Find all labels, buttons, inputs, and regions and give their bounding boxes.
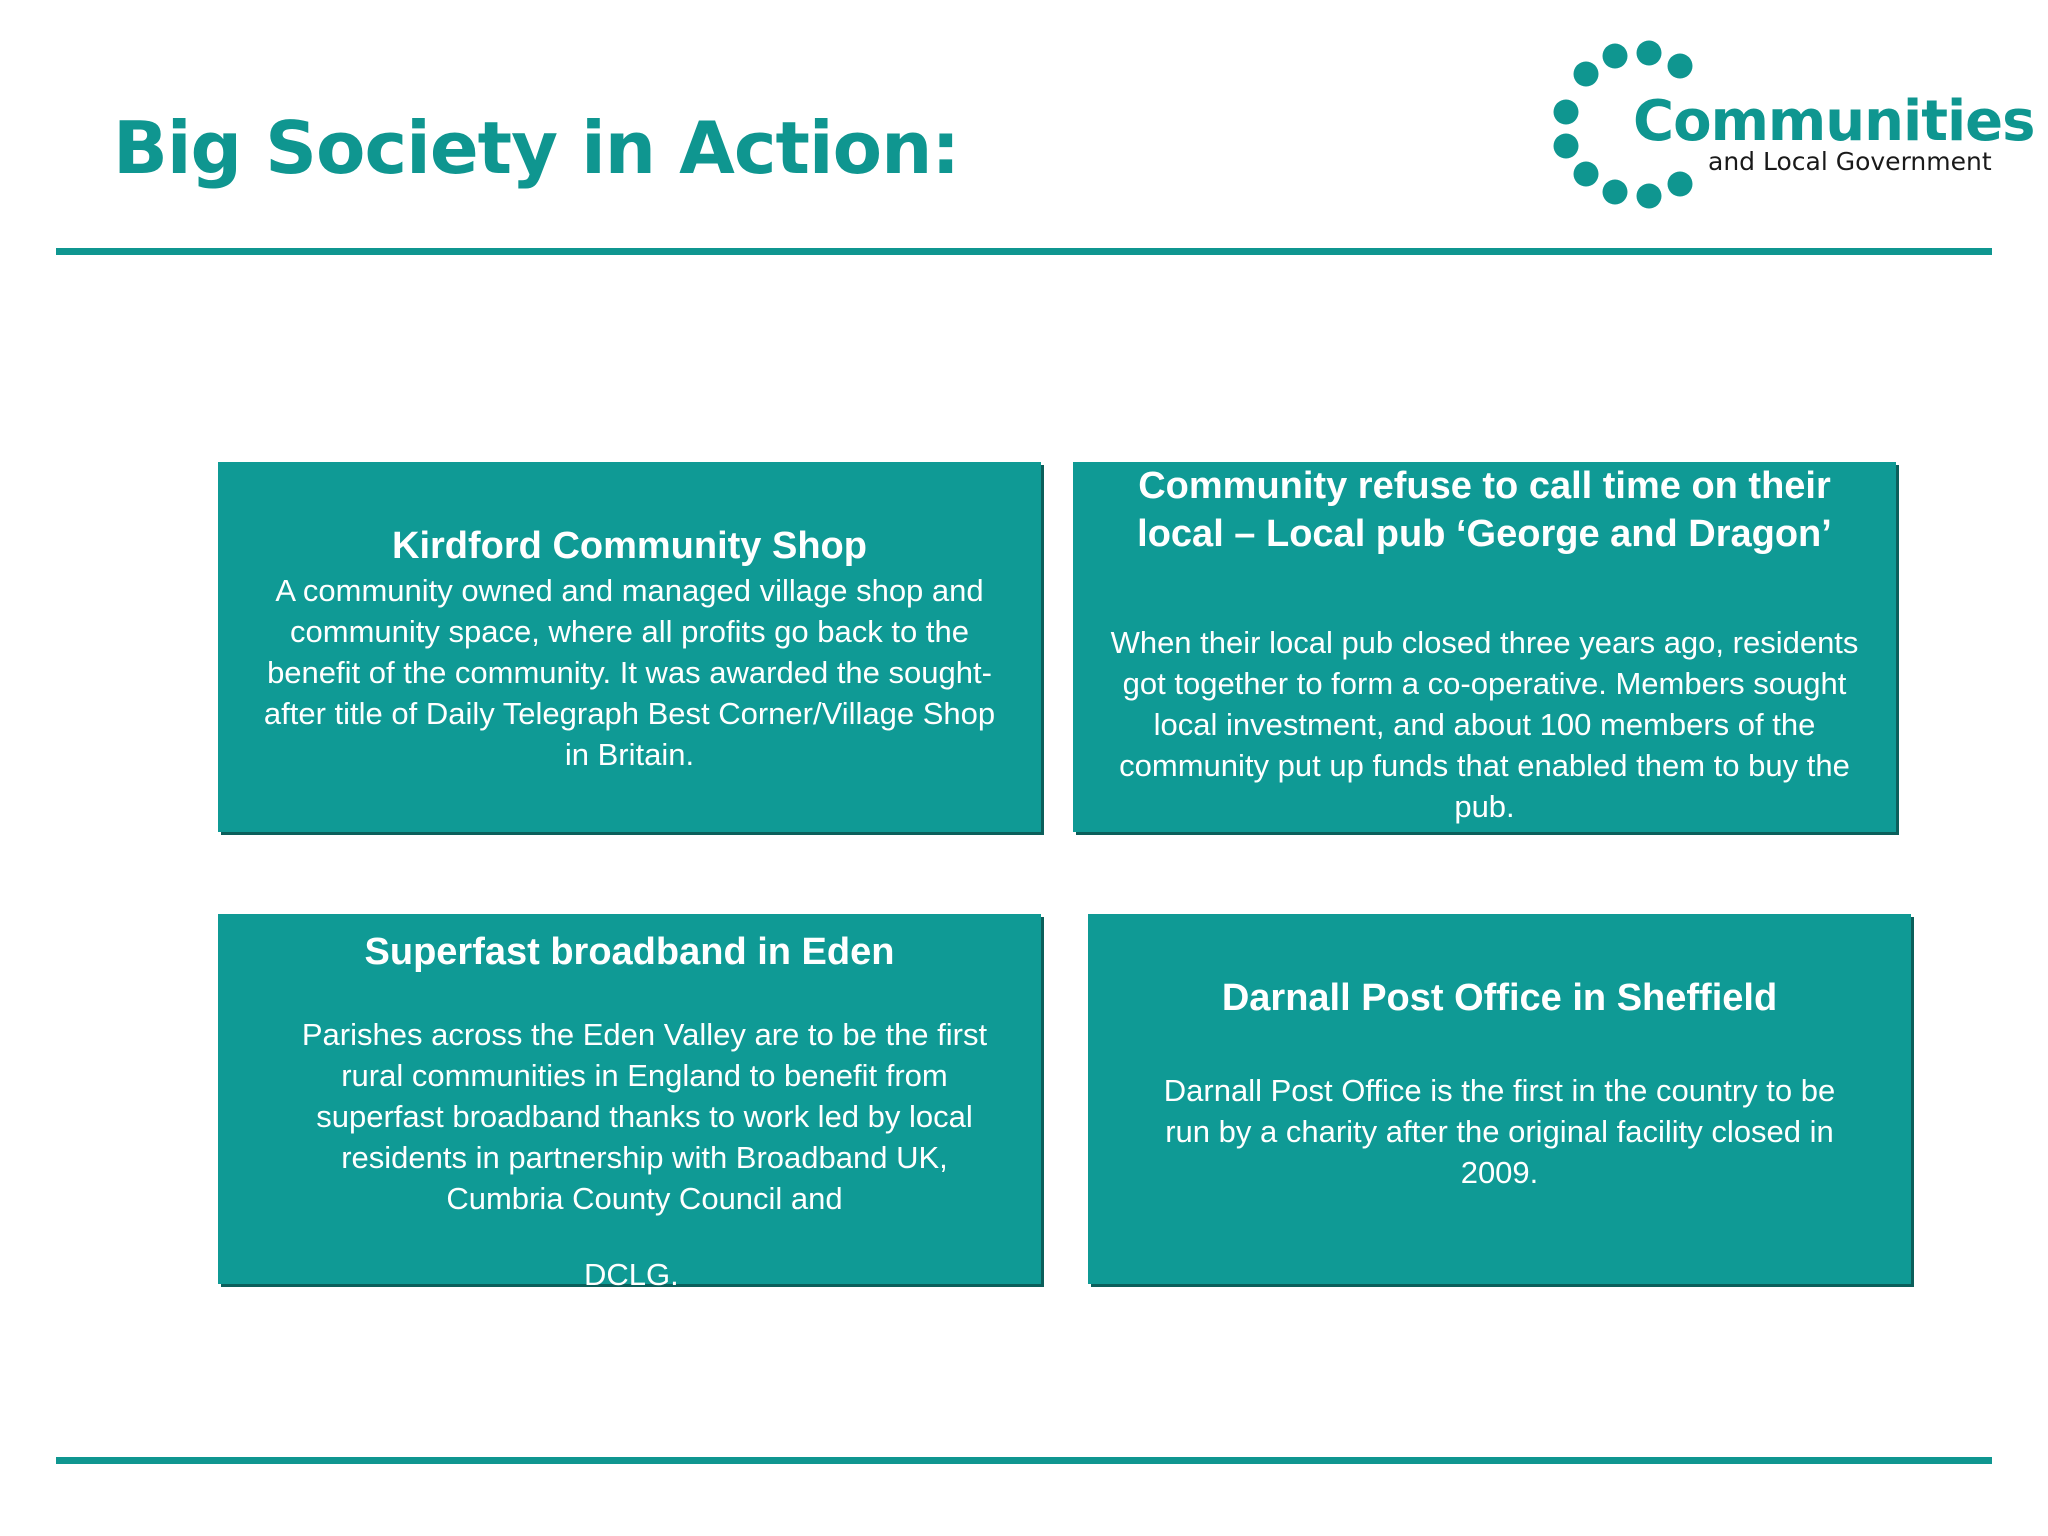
card-body-tail: DCLG. (584, 1257, 679, 1292)
card-darnall-post-office (1088, 914, 1911, 1284)
bottom-divider (56, 1457, 1992, 1464)
dclg-logo (1540, 36, 2035, 216)
card-kirdford-shop (218, 462, 1041, 832)
card-title: Kirdford Community Shop (392, 525, 867, 567)
card-george-and-dragon (1073, 462, 1896, 832)
card-body: Parishes across the Eden Valley are to be the first rural communities in England to benefit from superfast broadband thanks to work led by local residents in partnership with Broadband UK, Cumbria County Council and (301, 1017, 988, 1216)
card-title: Darnall Post Office in Sheffield (1221, 977, 1778, 1019)
logo-wordmark: Communities (1633, 89, 2035, 154)
logo-subtitle: and Local Government (1708, 147, 1992, 176)
card-body: When their local pub closed three years ago, residents got together to form a co-operative. Members sought local investment, and about 100 members of the community put up funds that enabled them to buy the pub. (1110, 625, 1859, 824)
slide-title: Big Society in Action: (113, 106, 960, 190)
card-body: Darnall Post Office is the first in the country to be run by a charity after the original facility closed in 2009. (1163, 1073, 1836, 1190)
card-title: Superfast broadband in Eden (364, 931, 895, 973)
card-body: A community owned and managed village shop and community space, where all profits go back to the benefit of the community. It was awarded the sought-after title of Daily Telegraph Best Corner/Village Shop in Britain. (263, 573, 996, 772)
card-title: Community refuse to call time on their local – Local pub ‘George and Dragon’ (1137, 465, 1832, 555)
card-eden-broadband (218, 914, 1041, 1292)
top-divider (56, 248, 1992, 255)
